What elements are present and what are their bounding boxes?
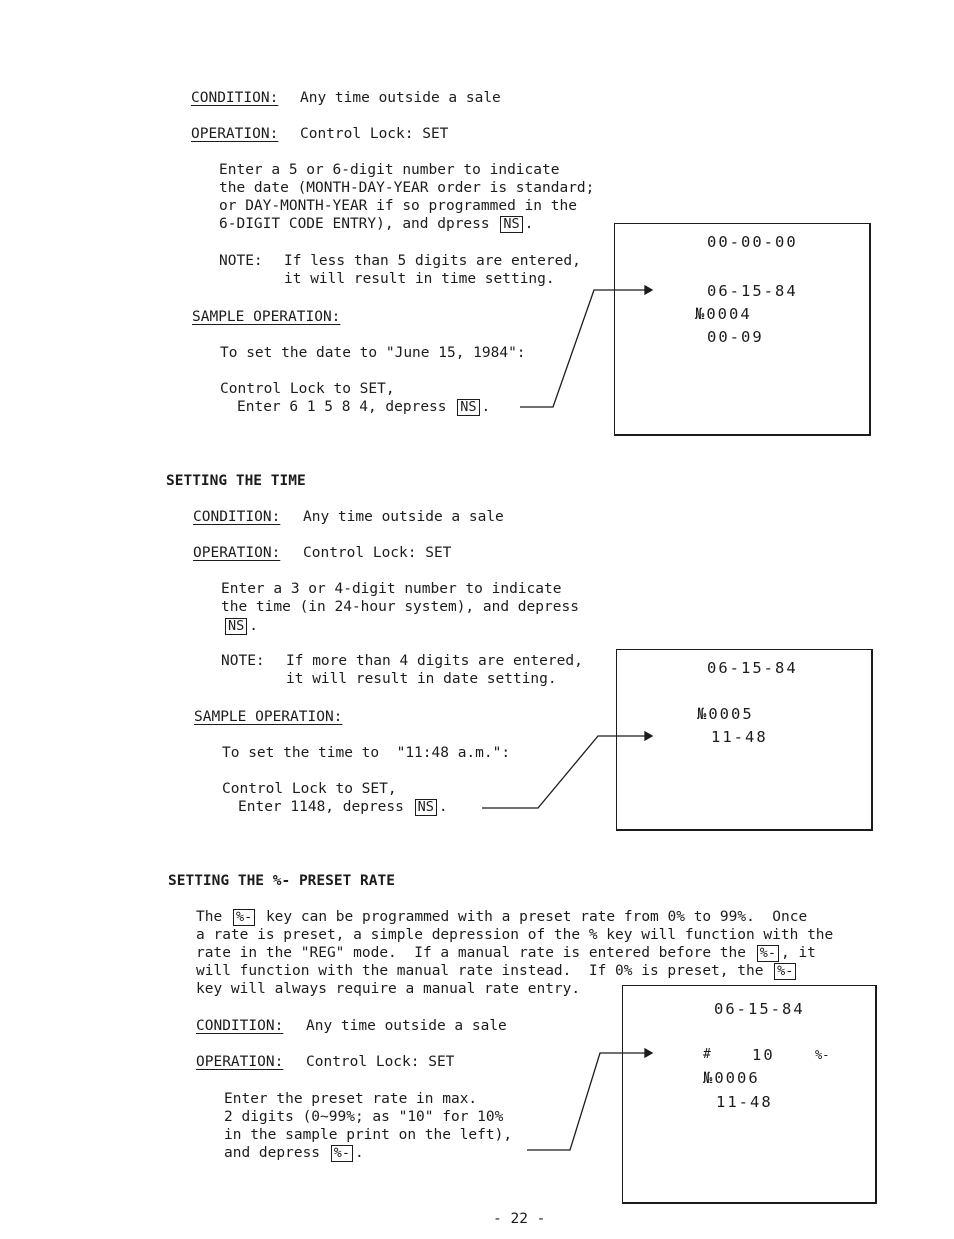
receipt-line: 06-15-84 <box>714 1000 805 1018</box>
time-condition-text: Any time outside a sale <box>303 509 504 525</box>
date-desc-line: Enter a 5 or 6-digit number to indicate <box>219 162 560 178</box>
receipt-line: 00-09 <box>707 328 764 346</box>
rate-operation-text: Control Lock: SET <box>306 1054 455 1070</box>
rate-step-line: in the sample print on the left), <box>224 1127 513 1143</box>
rate-condition-label: CONDITION: <box>196 1018 284 1034</box>
time-connector-arrow <box>482 736 645 808</box>
rate-step-line: Enter the preset rate in max. <box>224 1091 478 1107</box>
rate-heading: SETTING THE %- PRESET RATE <box>168 873 395 889</box>
date-note-line: it will result in time setting. <box>284 271 555 287</box>
rate-intro-text: The <box>196 909 223 925</box>
ns-key-icon: NS <box>225 618 247 635</box>
time-condition-label: CONDITION: <box>193 509 281 525</box>
rate-arrowhead-icon <box>645 1049 652 1057</box>
percent-minus-key-icon: %- <box>233 909 255 926</box>
rate-connector-arrow <box>527 1053 645 1150</box>
time-step-line: Control Lock to SET, <box>222 781 397 797</box>
date-sample-label: SAMPLE OPERATION: <box>192 309 341 325</box>
rate-intro-line: key will always require a manual rate entry. <box>196 981 581 997</box>
date-connector-arrow <box>520 290 645 407</box>
receipt-line: №0005 <box>697 705 754 723</box>
time-sample-label: SAMPLE OPERATION: <box>194 709 343 725</box>
rate-intro-line: a rate is preset, a simple depression of the % key will function with the <box>196 927 834 943</box>
date-condition-label: CONDITION: <box>191 90 279 106</box>
receipt-line: 11-48 <box>716 1093 773 1111</box>
receipt-hash: # <box>703 1047 713 1062</box>
percent-minus-key-icon: %- <box>757 945 779 962</box>
rate-intro-text: will function with the manual rate instead. If 0% is preset, the <box>196 963 764 979</box>
date-operation-text: Control Lock: SET <box>300 126 449 142</box>
percent-minus-key-icon: %- <box>774 963 796 980</box>
date-step-line-with-key: Enter 6 1 5 8 4, depress NS . <box>237 399 491 415</box>
rate-intro-text: rate in the "REG" mode. If a manual rate is entered before the <box>196 945 746 961</box>
time-step-line-with-key: Enter 1148, depress NS . <box>238 799 448 815</box>
ns-key-icon: NS <box>500 216 522 233</box>
date-step-line: Control Lock to SET, <box>220 381 395 397</box>
time-step-line: Enter 1148, depress <box>238 799 404 815</box>
time-operation-text: Control Lock: SET <box>303 545 452 561</box>
date-note-line: If less than 5 digits are entered, <box>284 253 581 269</box>
date-arrowhead-icon <box>645 286 652 294</box>
time-note-line: it will result in date setting. <box>286 671 557 687</box>
receipt-line: 11-48 <box>711 728 768 746</box>
receipt-line: 06-15-84 <box>707 659 798 677</box>
date-sample-text: To set the date to "June 15, 1984": <box>220 345 526 361</box>
ns-key-icon: NS <box>415 799 437 816</box>
receipt-line: 06-15-84 <box>707 282 798 300</box>
rate-condition-text: Any time outside a sale <box>306 1018 507 1034</box>
time-heading: SETTING THE TIME <box>166 473 306 489</box>
time-note-label: NOTE: <box>221 653 265 669</box>
date-desc-line: or DAY-MONTH-YEAR if so programmed in the <box>219 198 577 214</box>
date-operation-label: OPERATION: <box>191 126 279 142</box>
rate-step-line: 2 digits (0~99%; as "10" for 10% <box>224 1109 504 1125</box>
rate-intro-text: , it <box>780 945 816 961</box>
date-note-label: NOTE: <box>219 253 263 269</box>
receipt-line: 00-00-00 <box>707 233 798 251</box>
date-desc-line-with-key: 6-DIGIT CODE ENTRY), and dpress NS . <box>219 216 534 232</box>
time-arrowhead-icon <box>645 732 652 740</box>
date-desc-line: 6-DIGIT CODE ENTRY), and dpress <box>219 216 490 232</box>
rate-operation-label: OPERATION: <box>196 1054 284 1070</box>
time-note-line: If more than 4 digits are entered, <box>286 653 583 669</box>
rate-intro-text: key can be programmed with a preset rate from 0% to 99%. Once <box>265 909 808 925</box>
receipt-rate-value: 10 <box>752 1046 775 1064</box>
date-step-line: Enter 6 1 5 8 4, depress <box>237 399 447 415</box>
date-desc-line: the date (MONTH-DAY-YEAR order is standard; <box>219 180 595 196</box>
time-operation-label: OPERATION: <box>193 545 281 561</box>
time-desc-line: the time (in 24-hour system), and depress <box>221 599 579 615</box>
receipt-line: №0006 <box>703 1069 760 1087</box>
receipt-rate-symbol: %- <box>815 1048 830 1062</box>
time-sample-text: To set the time to "11:48 a.m.": <box>222 745 511 761</box>
page-number: - 22 - <box>493 1211 546 1227</box>
ns-key-icon: NS <box>457 399 479 416</box>
percent-minus-key-icon: %- <box>331 1145 353 1162</box>
rate-step-line: and depress <box>224 1145 321 1161</box>
time-desc-key-line: NS . <box>221 617 258 635</box>
time-desc-line: Enter a 3 or 4-digit number to indicate <box>221 581 562 597</box>
rate-step-line-with-key: and depress %- . <box>224 1145 364 1161</box>
receipt-line: №0004 <box>695 305 752 323</box>
date-condition-text: Any time outside a sale <box>300 90 501 106</box>
